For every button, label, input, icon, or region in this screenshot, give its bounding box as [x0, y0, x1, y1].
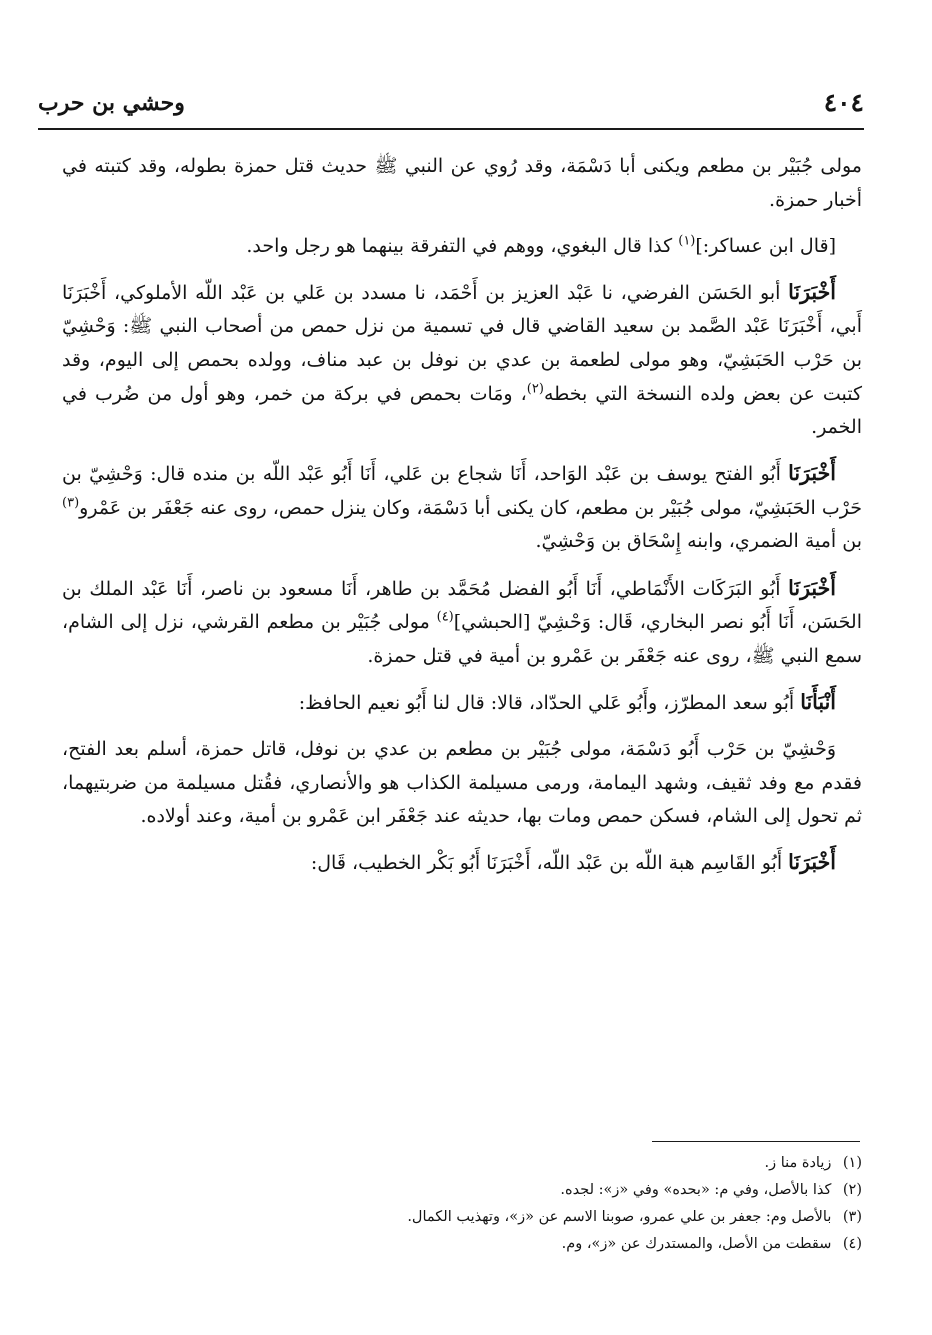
- isnad-lead-word: أَخْبَرَنَا: [788, 461, 836, 486]
- paragraph-text: أَبُو القَاسِم هبة اللّه بن عَبْد اللّه، أَخْبَرَنَا أَبُو بَكْر الخطيب، قَال:: [310, 852, 789, 875]
- footnote-number: (١): [842, 1155, 862, 1171]
- footnote: [62, 1231, 862, 1258]
- footnote-marker: (١): [678, 233, 696, 249]
- paragraph-text: ، ومَات بحمص في بركة من خمر، وهو أول من ضُرب في الخمر.: [62, 382, 862, 439]
- paragraph: [62, 733, 862, 834]
- footnote-number: (٣): [842, 1209, 862, 1225]
- paragraph: [62, 846, 862, 881]
- paragraph-text: مولى جُبَيْر بن مطعم القرشي، نزل إلى الشام، سمع النبي ﷺ، روى عنه جَعْفَر بن عَمْرو بن أمية في قتل حمزة.: [62, 611, 862, 667]
- footnote-number: (٤): [842, 1236, 862, 1252]
- paragraph: [62, 572, 862, 674]
- paragraph-text: مولى جُبَيْر بن مطعم ويكنى أبا دَسْمَة، وقد رُوي عن النبي ﷺ حديث قتل حمزة بطوله، وقد كتبته في أخبار حمزة.: [62, 155, 862, 211]
- footnotes: [62, 1150, 862, 1258]
- paragraph-text: كذا قال البغوي، ووهم في التفرقة بينهما هو رجل واحد.: [246, 234, 679, 257]
- paragraph: [62, 276, 862, 445]
- footnote: [62, 1204, 862, 1231]
- footnote-marker: (٣): [62, 495, 80, 511]
- paragraph: [62, 686, 862, 721]
- paragraph-text: بن أمية الضمري، وابنه إِسْحَاق بن وَحْشِيّ.: [535, 530, 862, 553]
- page-number: ٤٠٤: [823, 88, 864, 117]
- footnote-text: سقطت من الأصل، والمستدرك عن «ز»، وم.: [561, 1236, 832, 1252]
- footnote-marker: (٢): [526, 381, 544, 397]
- footnote-rule: [652, 1141, 860, 1142]
- footnote: [62, 1150, 862, 1177]
- header-rule: [38, 128, 864, 130]
- paragraph: [62, 150, 862, 217]
- footnote-number: (٢): [842, 1182, 862, 1198]
- footnote-text: بالأصل وم: جعفر بن علي عمرو، صوبنا الاسم عن «ز»، وتهذيب الكمال.: [407, 1209, 832, 1225]
- footnote-text: كذا بالأصل، وفي م: «بحده» وفي «ز»: لجده.: [560, 1182, 832, 1198]
- paragraph-text: أَبُو الفتح يوسف بن عَبْد الوَاحد، أَنَا شجاع بن عَلي، أَنَا أَبُو عَبْد اللّه بن منده قال: وَحْشِيّ بن حَرْب الحَبَشِيّ، مولى جُبَيْر بن مطعم، كان يكنى أبا دَسْمَة، وكان ينزل حمص، روى عنه جَعْفَر بن عَمْرو: [62, 463, 862, 519]
- main-text: [62, 150, 862, 893]
- footnote-text: زيادة منا ز.: [764, 1155, 832, 1171]
- paragraph: [62, 457, 862, 559]
- paragraph-text: [قال ابن عساكر:]: [695, 234, 836, 257]
- paragraph: [62, 230, 862, 264]
- paragraph-text: وَحْشِيّ بن حَرْب أَبُو دَسْمَة، مولى جُبَيْر بن مطعم بن عدي بن نوفل، قاتل حمزة، أسلم بعد الفتح، فقدم مع وفد ثقيف، وشهد اليمامة، ورمى مسيلمة الكذاب هو والأنصاري، فقُتل مسيلمة من ضربتيهما، ثم تحول إلى الشام، فسكن حمص ومات بها، حديثه عند جَعْفَر ابن عَمْرو بن أمية، وعند أولاده.: [62, 737, 862, 828]
- isnad-lead-word: أَخْبَرَنَا: [788, 279, 836, 304]
- paragraph-text: أَبُو سعد المطرّز، وأَبُو عَلي الحدّاد، قالا: قال لنا أَبُو نعيم الحافظ:: [298, 691, 801, 714]
- page-header: [38, 86, 864, 126]
- footnote-marker: (٤): [436, 609, 454, 625]
- isnad-lead-word: أَخْبَرَنَا: [788, 850, 836, 875]
- isnad-lead-word: أَنْبَأَنَا: [800, 689, 836, 714]
- running-title: وحشي بن حرب: [38, 90, 185, 116]
- footnote: [62, 1177, 862, 1204]
- paragraph-text: أبو الحَسَن الفرضي، نا عَبْد العزيز بن أَحْمَد، نا مسدد بن عَلي بن عَبْد اللّه الأملوكي، أَخْبَرَنَا أَبي، أَخْبَرَنَا عَبْد الصَّمد بن سعيد القاضي قال في تسمية من نزل حمص من أصحاب النبي ﷺ: وَحْشِيّ بن حَرْب الحَبَشِيّ، وهو مولى لطعمة بن عدي بن نوفل بن عبد مناف، وولده بحمص إلى اليوم، وقد كتبت عن بعض ولده النسخة التي بخطه: [62, 281, 863, 405]
- isnad-lead-word: أَخْبَرَنَا: [788, 575, 836, 600]
- paragraph-text: أَبُو البَرَكَات الأَنْمَاطي، أَنَا أَبُو الفضل مُحَمَّد بن طاهر، أَنَا مسعود بن ناصر، أَنَا عَبْد الملك بن الحَسَن، أَنَا أَبُو نصر البخاري، قَال: وَحْشِيّ [الحبشي]: [62, 577, 862, 634]
